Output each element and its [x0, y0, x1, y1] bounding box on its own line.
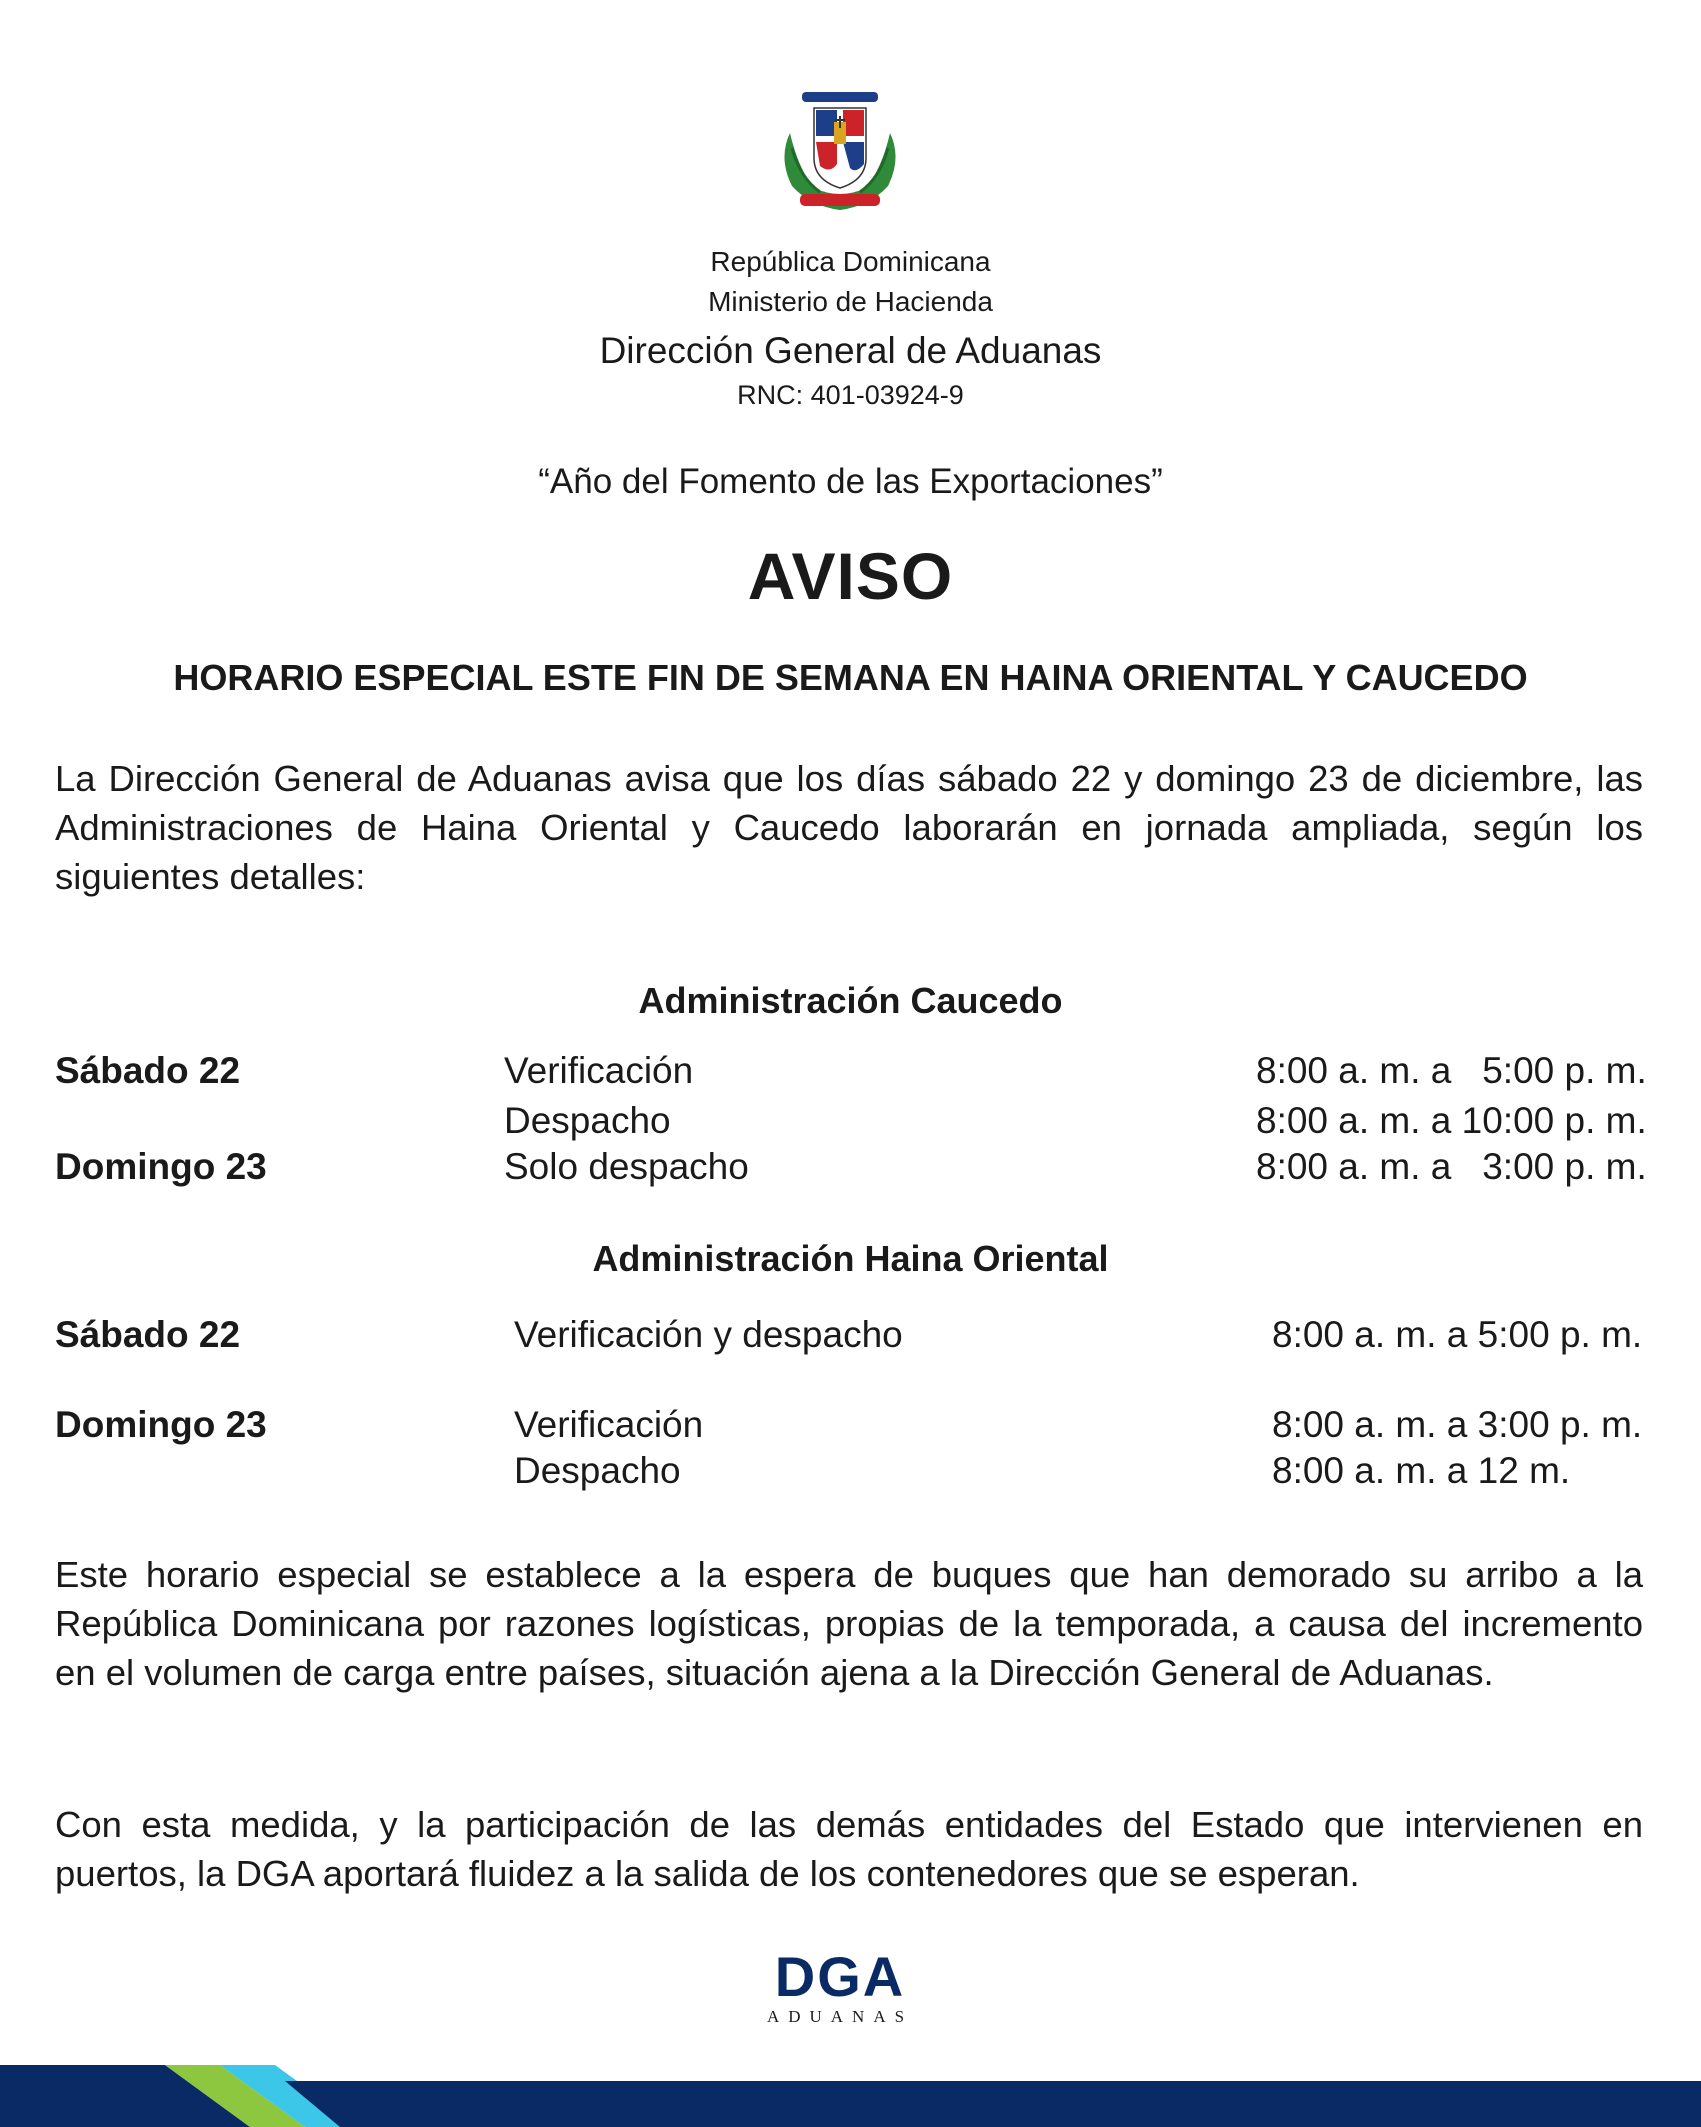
- schedule-activity: Solo despacho: [504, 1146, 749, 1187]
- schedule-day: Sábado 22: [55, 1314, 241, 1355]
- schedule-title-haina-oriental: Administración Haina Oriental: [592, 1238, 1109, 1279]
- notice-subtitle: HORARIO ESPECIAL ESTE FIN DE SEMANA EN HAINA ORIENTAL Y CAUCEDO: [173, 657, 1528, 698]
- intro-paragraph: La Dirección General de Aduanas avisa que los días sábado 22 y domingo 23 de diciembre, las Administraciones de Haina Oriental y Caucedo laborarán en jornada ampliada, según los siguientes detalles:: [55, 758, 1643, 897]
- schedule-row: [0, 1450, 1701, 1498]
- coat-of-arms-icon: [770, 88, 910, 218]
- schedule-activity: Despacho: [514, 1450, 681, 1491]
- schedule-time: 8:00 a. m. a 5:00 p. m.: [1256, 1050, 1647, 1091]
- schedule-time: 8:00 a. m. a 5:00 p. m.: [1272, 1314, 1643, 1355]
- dga-aduanas-logo: [745, 1948, 935, 2026]
- schedule-row: [0, 1404, 1701, 1452]
- schedule-row: [0, 1100, 1701, 1148]
- header-country: República Dominicana: [710, 246, 991, 277]
- schedule-activity: Verificación: [514, 1404, 704, 1445]
- logo-word: ADUANAS: [766, 2007, 914, 2026]
- schedule-row: [0, 1146, 1701, 1194]
- schedule-time: 8:00 a. m. a 10:00 p. m.: [1256, 1100, 1647, 1141]
- schedule-row: [0, 1050, 1701, 1098]
- schedule-day: Sábado 22: [55, 1050, 241, 1091]
- year-motto: “Año del Fomento de las Exportaciones”: [538, 462, 1163, 501]
- header-agency: Dirección General de Aduanas: [599, 330, 1102, 371]
- logo-letter-d: DGA: [774, 1948, 906, 2008]
- schedule-row: [0, 1314, 1701, 1362]
- schedule-time: 8:00 a. m. a 12 m.: [1272, 1450, 1571, 1491]
- schedule-day: Domingo 23: [55, 1404, 267, 1445]
- schedule-activity: Verificación y despacho: [514, 1314, 903, 1355]
- footer-band: [0, 2055, 1701, 2127]
- schedule-time: 8:00 a. m. a 3:00 p. m.: [1272, 1404, 1643, 1445]
- schedule-activity: Verificación: [504, 1050, 694, 1091]
- notice-title: AVISO: [747, 539, 954, 613]
- reason-paragraph: Este horario especial se establece a la espera de buques que han demorado su arribo a la República Dominicana por razones logísticas, propias de la temporada, a causa del incremento en el volumen de carga entre países, situación ajena a la Dirección General de Aduanas.: [55, 1554, 1643, 1693]
- header-rnc: RNC: 401-03924-9: [737, 380, 964, 410]
- header-ministry: Ministerio de Hacienda: [708, 286, 993, 317]
- svg-text:DGA: [775, 1948, 905, 2008]
- closing-paragraph: Con esta medida, y la participación de las demás entidades del Estado que intervienen en puertos, la DGA aportará fluidez a la salida de los contenedores que se esperan.: [55, 1804, 1643, 1894]
- schedule-day: Domingo 23: [55, 1146, 267, 1187]
- schedule-activity: Despacho: [504, 1100, 671, 1141]
- schedule-title-caucedo: Administración Caucedo: [638, 980, 1063, 1021]
- schedule-time: 8:00 a. m. a 3:00 p. m.: [1256, 1146, 1647, 1187]
